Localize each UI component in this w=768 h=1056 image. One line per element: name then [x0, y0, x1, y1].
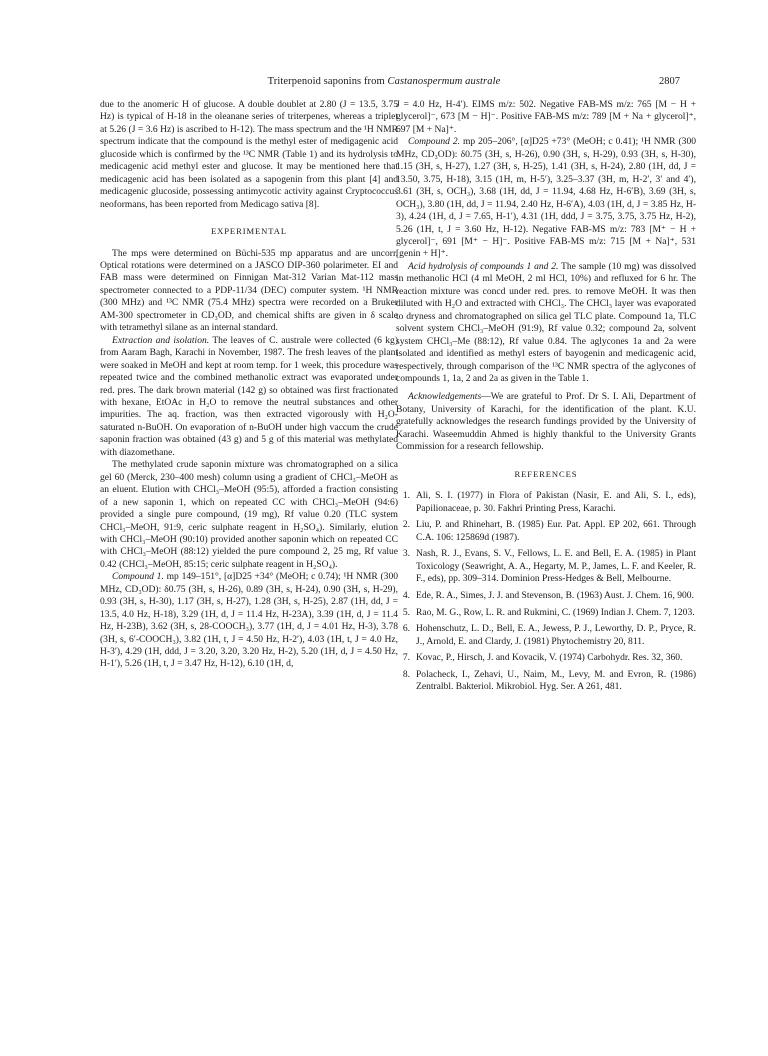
reference-text: Polacheck, I., Zehavi, U., Naim, M., Levy, M. and Evron, R. (1986) Zentralbl. Bakteriol. Mikrobiol. Hyg. Ser. A 261, 481.	[416, 668, 696, 693]
compound1-body: mp 149–151°, [α]D25 +34° (MeOH; c 0.74); ¹H NMR (300 MHz, CD₃OD): δ0.75 (3H, s, H-26), 0.89 (3H, s, H-24), 0.90 (3H, s, H-29), 0.93 (3H, s, H-30), 1.17 (3H, s, H-27), 1.28 (3H, s, H-25), 2.87 (1H, dd, J = 13.5, 4.0 Hz, H-18), 3.29 (1H, d, J = 11.4 Hz, H-23A), 3.39 (1H, d, J = 11.4 Hz, H-23B), 3.62 (3H, s, 28-COOCH₃), 3.77 (1H, d, J = 4.01 Hz, H-3), 3.78 (3H, s, 6′-COOCH₃), 3.82 (1H, t, J = 4.50 Hz, H-2′), 4.03 (1H, t, J = 4.0 Hz, H-3′), 4.29 (1H, ddd, J = 3.20, 3.20, 3.20 Hz, H-2), 5.20 (1H, d, J = 4.50 Hz, H-1′), 5.26 (1H, t, J = 3.47 Hz, H-12), 6.10 (1H, d,	[100, 571, 399, 670]
reference-number: 1.	[402, 490, 410, 502]
hydrolysis-body: The sample (10 mg) was dissolved in methanolic HCl (4 ml MeOH, 2 ml HCl, 10%) and refluxed for 6 hr. The reaction mixture was concd under red. pres. to remove MeOH. It was then diluted with H₂O and extracted with CHCl₃. The CHCl₃ layer was evaporated to dryness and chromatographed on silica gel TLC plate. Compound 1a, TLC solvent system CHCl₃–MeOH (91:9), Rf value 0.32; compound 2a, solvent system CHCl₃–Me (88:12), Rf value 0.84. The aglycones 1a and 2a were isolated and identified as methyl esters of bayogenin and medicagenic acid, respectively, through comparison of the ¹³C NMR spectra of the aglycones of compounds 1, 1a, 2 and 2a as given in the Table 1.	[396, 260, 696, 384]
hydrolysis-lead: Acid hydrolysis of compounds 1 and 2.	[408, 260, 559, 272]
reference-text: Kovac, P., Hirsch, J. and Kovacik, V. (1974) Carbohydr. Res. 32, 360.	[416, 652, 683, 664]
reference-item	[396, 623, 696, 648]
reference-text: Hohenschutz, L. D., Bell, E. A., Jewess, P. J., Leworthy, D. P., Pryce, R. J., Arnold, E. and Clardy, J. (1981) Phytochemistry 20, 811.	[416, 623, 696, 647]
acknowledgements-paragraph	[396, 391, 696, 453]
reference-item	[396, 652, 696, 664]
right-column	[396, 99, 696, 698]
left-column	[100, 99, 398, 671]
compound2-body: mp 205–206°, [α]D25 +73° (MeOH; c 0.41); ¹H NMR (300 MHz, CD₃OD): δ0.75 (3H, s, H-26), 0.90 (3H, s, H-29), 0.93 (3H, s, H-30), 1.15 (3H, s, H-27), 1.27 (3H, s, H-25), 1.41 (3H, s, H-24), 2.80 (1H, dd, J = 13.50, 3.75, H-18), 3.15 (1H, m, H-5′), 3.25–3.37 (3H, m, H-2′, 3′ and 4′), 3.61 (3H, s, OCH₃), 3.68 (1H, dd, J = 11.94, 4.68 Hz, H-6′B), 3.69 (3H, s, OCH₃), 3.80 (1H, dd, J = 11.94, 2.40 Hz, H-6′A), 4.03 (1H, d, J = 3.85 Hz, H-3), 4.24 (1H, d, J = 7.65, H-1′), 4.31 (1H, ddd, J = 3.75, 3.75, 3.75 Hz, H-2), 5.26 (1H, t, J = 3.60 Hz, H-12). Negative FAB-MS m/z: 783 [M⁺ − H + glycerol]⁻, 691 [M⁺ − H]⁻. Positive FAB-MS m/z: 715 [M + Na]⁺, 531 [genin + H]⁺.	[396, 136, 696, 260]
reference-number: 5.	[402, 606, 410, 618]
compound2-lead: Compound 2.	[408, 136, 461, 148]
reference-item	[396, 607, 696, 619]
acknowledgements-body: —We are grateful to Prof. Dr S. I. Ali, Department of Botany, University of Karachi, for the identification of the plant. K.U. gratefully acknowledges the research fundings provided by the University of Karachi. Waseemuddin Ahmed is highly thankful to the University Grants Commission for a research fellowship.	[396, 391, 696, 453]
chromatography-paragraph: The methylated crude saponin mixture was chromatographed on a silica gel 60 (Merck, 230–400 mesh) column using a gradient of CHCl₃–MeOH as an eluent. Elution with CHCl₃–MeOH (95:5), afforded a fraction consisting of a new saponin 1, which on repeated CC with CHCl₃–MeOH (94:6) provided a single pure compound, (19 mg), Rf value 0.20 (TLC system CHCl₃–MeOH, 91:9, ceric sulphate reagent in H₂SO₄). Similarly, elution with CHCl₃–MeOH (90:10) provided another saponin which on repeated CC with CHCl₃–MeOH (88:12) yielded the pure compound 2, 25 mg, Rf value 0.42 (CHCl₃–MeOH, 85:15; ceric sulphate reagent in H₂SO₄).	[100, 459, 398, 570]
reference-text: Liu, P. and Rhinehart, B. (1985) Eur. Pat. Appl. EP 202, 661. Through C.A. 106: 125869d (1987).	[416, 519, 696, 543]
reference-number: 3.	[402, 548, 410, 560]
reference-text: Nash, R. J., Evans, S. V., Fellows, L. E. and Bell, E. A. (1985) in Plant Toxicology (Seawright, A. A., Hegarty, M. P., James, L. F. and Keeler, R. F., eds), pp. 309–314. Dominion Press-Hedges & Bell, Melbourne.	[416, 548, 696, 585]
instruments-paragraph: The mps were determined on Büchi-535 mp apparatus and are uncorr. Optical rotations were determined on a JASCO DIP-360 polarimeter. EI and FAB mass were determined on Finnigan Mat-312 Varian Mat-112 mass spectrometer connected to a PDP-11/34 (DEC) computer system. ¹H NMR (300 MHz) and ¹³C NMR (75.4 MHz) spectra were recorded on a Bruker AM-300 spectrometer in CD₃OD, and chemical shifts are given in δ scale with tetramethyl silane as an internal standard.	[100, 247, 398, 334]
compound1-continuation: J = 4.0 Hz, H-4′). EIMS m/z: 502. Negative FAB-MS m/z: 765 [M − H + glycerol]⁻, 673 [M − H]⁻. Positive FAB-MS m/z: 789 [M + Na + glycerol]⁺, 697 [M + Na]⁺.	[396, 99, 696, 135]
reference-number: 2.	[402, 519, 410, 531]
reference-item	[396, 519, 696, 544]
reference-text: Ede, R. A., Simes, J. J. and Stevenson, B. (1963) Aust. J. Chem. 16, 900.	[416, 589, 694, 601]
running-head-species: Castanospermum australe	[387, 76, 501, 87]
reference-number: 8.	[402, 668, 410, 680]
reference-number: 6.	[402, 623, 410, 635]
extraction-lead: Extraction and isolation.	[112, 334, 210, 346]
compound1-paragraph	[100, 571, 398, 671]
reference-text: Ali, S. I. (1977) in Flora of Pakistan (Nasir, E. and Ali, S. I., eds), Papilionaceae, p. 30. Fakhri Printing Press, Karachi.	[416, 490, 696, 514]
extraction-paragraph	[100, 335, 398, 460]
page-number: 2807	[659, 76, 680, 87]
reference-list	[396, 490, 696, 694]
reference-number: 7.	[402, 652, 410, 664]
reference-item	[396, 490, 696, 515]
reference-item	[396, 548, 696, 585]
extraction-body: The leaves of C. australe were collected (6 kg) from Aaram Bagh, Karachi in November, 1987. The fresh leaves of the plant were soaked in MeOH and kept at room temp. for 1 week, this procedure was repeated twice and the combined methanolic extract was evaporated under red. pres. The dark brown material (142 g) so obtained was first fractionated with hexane, EtOAc in H₂O to remove the neutral substances and other impurities. The aq. fraction, was then extracted vigorously with H₂O-saturated n-BuOH. On evaporation of n-BuOH under high vaccum the crude saponin fraction was obtained (43 g) and 5 g of this material was methylated with diazomethane.	[100, 334, 399, 458]
references-heading: REFERENCES	[514, 468, 578, 479]
reference-item	[396, 590, 696, 602]
discussion-paragraph: due to the anomeric H of glucose. A double doublet at 2.80 (J = 13.5, 3.75 Hz) is typical of H-18 in the oleanane series of triterpenes, whereas a triplet at 5.26 (J = 3.6 Hz) is ascribed to H-12). The mass spectrum and the ¹H NMR spectrum indicate that the compound is the methyl ester of medigagenic acid glucoside which is confirmed by the ¹³C NMR (Table 1) and its hydrolysis to medicagenic acid methyl ester and glucose. It may be mentioned here that medicagenic acid has been isolated as a sapogenin from this plant [4] and medicagenic glucoside, possessing antimycotic activity against Cryptococcus neoformans, has been reported from Medicago sativa [8].	[100, 99, 398, 210]
compound1-lead: Compound 1.	[112, 571, 164, 583]
reference-text: Rao, M. G., Row, L. R. and Rukmini, C. (1969) Indian J. Chem. 7, 1203.	[416, 606, 695, 618]
acknowledgements-lead: Acknowledgements	[408, 391, 482, 403]
running-head-title: Triterpenoid saponins from	[267, 76, 388, 87]
compound2-paragraph	[396, 136, 696, 261]
running-head	[0, 76, 768, 87]
experimental-heading: EXPERIMENTAL	[211, 226, 287, 237]
hydrolysis-paragraph	[396, 261, 696, 386]
reference-item	[396, 669, 696, 694]
reference-number: 4.	[402, 589, 410, 601]
